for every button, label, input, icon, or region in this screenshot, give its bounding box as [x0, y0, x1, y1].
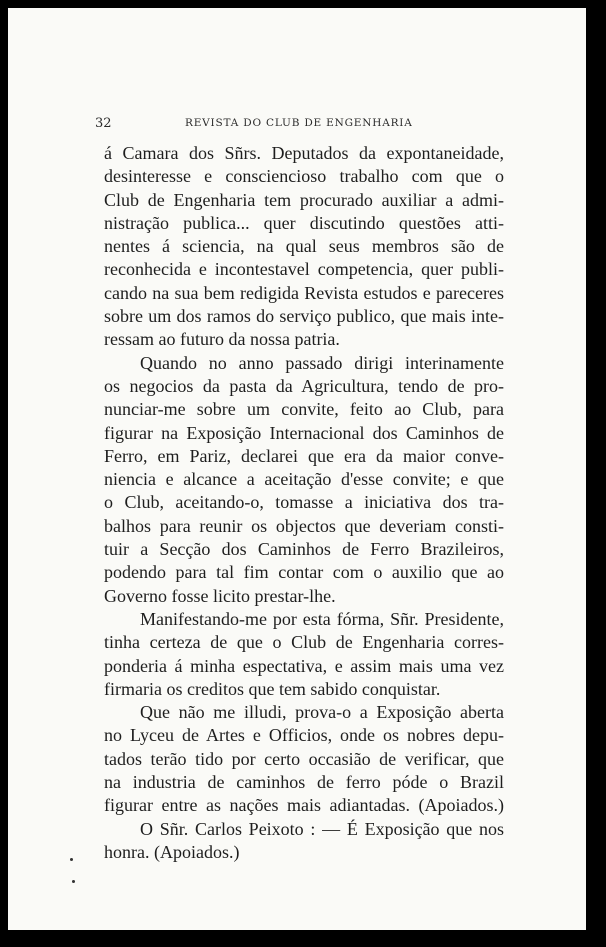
text-line: tuir a Secção dos Caminhos de Ferro Brazileiros,	[104, 539, 504, 560]
text-line: nentes á sciencia, na qual seus membros são de	[104, 236, 504, 257]
page-number: 32	[95, 116, 112, 131]
text-line: no Lyceu de Artes e Officios, onde os nobres depu-	[104, 725, 504, 746]
text-line: nistração publica... quer discutindo questões atti-	[104, 212, 504, 233]
text-line: Governo fosse licito prestar-lhe.	[104, 585, 336, 606]
text-line: tinha certeza de que o Club de Engenharia corres-	[104, 632, 504, 653]
text-line: á Camara dos Sñrs. Deputados da expontaneidade,	[104, 143, 504, 163]
running-title: REVISTA DO CLUB DE ENGENHARIA	[185, 117, 413, 129]
text-line: balhos para reunir os objectos que deveriam consti-	[104, 515, 504, 536]
text-line: tados terão tido por certo occasião de verificar, que	[104, 748, 504, 769]
body-text	[104, 142, 504, 864]
speck-mark	[72, 880, 75, 883]
page-header	[95, 116, 515, 134]
scan-edge-mark	[594, 31, 606, 34]
text-line: Manifestando-me por esta fórma, Sñr. Presidente,	[140, 608, 504, 629]
text-line: podendo para tal fim contar com o auxilio que ao	[104, 562, 504, 583]
text-line: na industria de caminhos de ferro póde o Brazil	[104, 772, 504, 793]
text-line: reconhecida e incontestavel competencia, quer publi-	[104, 259, 504, 280]
text-line: sobre um dos ramos do serviço publico, que mais inte-	[104, 306, 504, 327]
text-line: os negocios da pasta da Agricultura, tendo de pro-	[104, 375, 504, 396]
text-line: desinteresse e consciencioso trabalho com que o	[104, 166, 504, 187]
speck-mark	[70, 858, 73, 861]
text-line: figurar entre as nações mais adiantadas. (Apoiados.)	[104, 795, 504, 816]
text-line: figurar na Exposição Internacional dos Caminhos de	[104, 422, 504, 443]
text-line: nunciar-me sobre um convite, feito ao Club, para	[104, 399, 504, 420]
text-line: ponderia á minha espectativa, e assim mais uma vez	[104, 655, 504, 676]
text-line: Ferro, em Pariz, declarei que era da maior conve-	[104, 445, 504, 466]
text-line: firmaria os creditos que tem sabido conquistar.	[104, 678, 441, 699]
text-line: Quando no anno passado dirigi interinamente	[140, 352, 504, 373]
text-line: Que não me illudi, prova-o a Exposição aberta	[140, 702, 504, 723]
text-line: niencia e alcance a aceitação d'esse convite; e que	[104, 469, 504, 490]
text-line: ressam ao futuro da nossa patria.	[104, 329, 340, 350]
text-line: cando na sua bem redigida Revista estudos e pareceres	[104, 282, 504, 303]
text-line: o Club, aceitando-o, tomasse a iniciativa dos tra-	[104, 492, 504, 513]
text-line: Club de Engenharia tem procurado auxiliar a admi-	[104, 189, 504, 210]
text-line: honra. (Apoiados.)	[104, 841, 240, 862]
text-line: O Sñr. Carlos Peixoto : — É Exposição que nos	[140, 818, 504, 839]
